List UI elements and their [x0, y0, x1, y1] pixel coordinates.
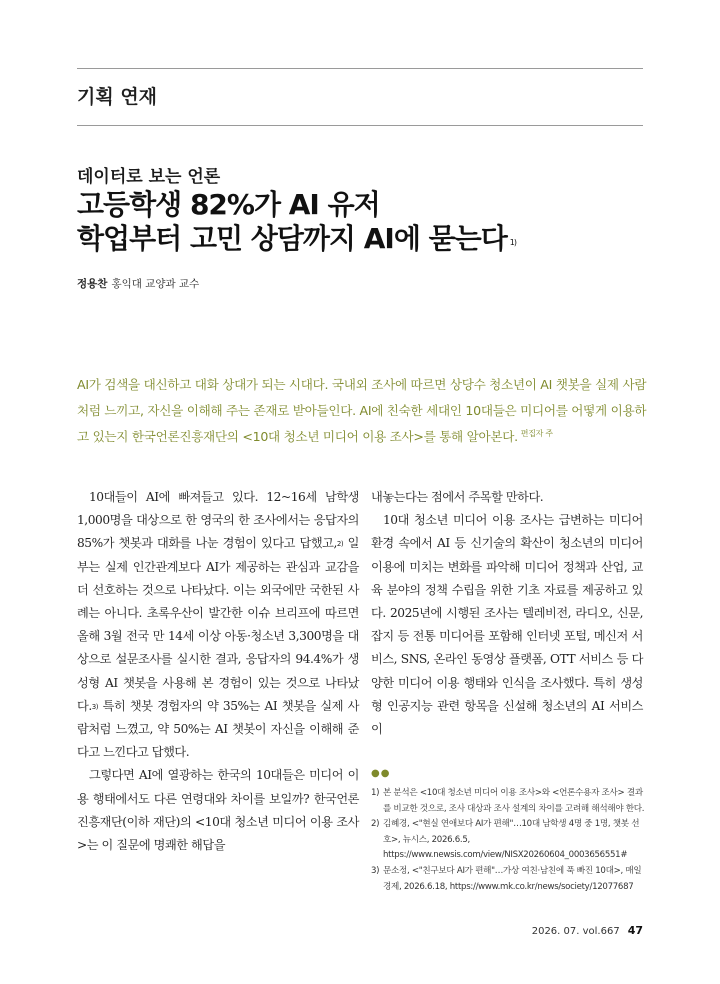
- footnote-item: [371, 786, 647, 817]
- body-column-left: [77, 486, 359, 857]
- footnote-item: [371, 817, 647, 864]
- body-column-right: [371, 486, 643, 741]
- body-text: 특히 챗봇 경험자의 약 35%는 AI 챗봇을 실제 사람처럼 느꼈고, 약 50%는 AI 챗봇이 자신을 이해해 준다고 느낀다고 답했다.: [77, 698, 359, 760]
- title-line-2-text: 학업부터 고민 상담까지 AI에 묻는다: [77, 222, 507, 255]
- editor-note: 편집자 주: [520, 429, 553, 438]
- author-affiliation: 홍익대 교양과 교수: [111, 278, 200, 290]
- title-footnote-ref[interactable]: 1): [509, 238, 516, 247]
- footnotes: [371, 786, 647, 895]
- body-text: 10대들이 AI에 빠져들고 있다. 12~16세 남학생 1,000명을 대상으로 한 영국의 한 조사에서는 응답자의 85%가 챗봇과 대화를 나눈 경험이 있다고 답했고,: [77, 490, 359, 551]
- top-rule: [77, 68, 643, 69]
- footnote-number: 1): [371, 788, 380, 798]
- body-paragraph: 10대 청소년 미디어 이용 조사는 급변하는 미디어 환경 속에서 AI 등 신기술의 확산이 청소년의 미디어 이용에 미치는 변화를 파악해 미디어 정책과 산업, 교육 분야의 정책 수립을 위한 기초 자료를 제공하고 있다. 2025년에 시행된 조사는 텔레비전, 라디오, 신문, 잡지 등 전통 미디어를 포함해 인터넷 포털, 메신저 서비스, SNS, 온라인 동영상 플랫폼, OTT 서비스 등 다양한 미디어 이용 행태와 인식을 조사했다. 특히 생성형 인공지능 관련 항목을 신설해 청소년의 AI 서비스 이: [371, 513, 643, 737]
- footnote-text[interactable]: 김혜경, <"현실 연애보다 AI가 편해"…10대 남학생 4명 중 1명, 챗봇 선호>, 뉴시스, 2026.6.5, https://www.newsis.com/view/NISX20260604_0003656551#: [383, 819, 640, 861]
- lead-text: AI가 검색을 대신하고 대화 상대가 되는 시대다. 국내외 조사에 따르면 상당수 청소년이 AI 챗봇을 실제 사람처럼 느끼고, 자신을 이해해 주는 존재로 받아들인다. AI에 친숙한 세대인 10대들은 미디어를 어떻게 이용하고 있는지 한국언론진흥재단의 <10대 청소년 미디어 이용 조사>를 통해 알아본다.: [77, 377, 647, 444]
- page-number: 47: [627, 924, 643, 937]
- footnote-marker: ●●: [371, 768, 391, 779]
- article-title: [77, 188, 516, 256]
- footnote-number: 3): [371, 865, 380, 876]
- footnote-item: [371, 864, 647, 895]
- series-kicker: 데이터로 보는 언론: [77, 167, 221, 187]
- footnote-ref-2[interactable]: 2): [336, 540, 344, 549]
- section-label: 기획 연재: [77, 86, 158, 108]
- page-footer: [532, 924, 643, 937]
- issue-info: 2026. 07. vol.667: [531, 926, 620, 937]
- title-line-1: 고등학생 82%가 AI 유저: [77, 188, 380, 221]
- byline: [77, 276, 199, 291]
- footnote-number: 2): [371, 819, 380, 830]
- title-line-2: [77, 222, 516, 256]
- footnote-text: 본 분석은 <10대 청소년 미디어 이용 조사>와 <언론수용자 조사> 결과를 비교한 것으로, 조사 대상과 조사 설계의 차이를 고려해 해석해야 한다.: [383, 788, 645, 814]
- body-paragraph: 그렇다면 AI에 열광하는 한국의 10대들은 미디어 이용 행태에서도 다른 연령대와 차이를 보일까? 한국언론진흥재단(이하 재단)의 <10대 청소년 미디어 이용 조사>는 이 질문에 명쾌한 해답을: [77, 768, 359, 853]
- lead-paragraph: [77, 372, 647, 450]
- section-rule: [77, 125, 643, 126]
- body-paragraph: [77, 486, 359, 764]
- footnote-ref-3[interactable]: 3): [91, 702, 99, 711]
- footnote-text[interactable]: 문소정, <"친구보다 AI가 편해"…가상 여친·남친에 푹 빠진 10대>, 매일경제, 2026.6.18, https://www.mk.co.kr/news/society/12077687: [383, 865, 642, 892]
- author-name: 정용찬: [77, 278, 108, 290]
- body-text: 일부는 실제 인간관계보다 AI가 제공하는 관심과 교감을 더 선호하는 것으로 나타났다. 이는 외국에만 국한된 사례는 아니다. 초록우산이 발간한 이슈 브리프에 따르면 올해 3월 전국 만 14세 이상 아동·청소년 3,300명을 대상으로 설문조사를 실시한 결과, 응답자의 94.4%가 생성형 AI 챗봇을 사용해 본 경험이 있는 것으로 나타났다.: [77, 536, 359, 713]
- body-paragraph: 내놓는다는 점에서 주목할 만하다.: [371, 490, 544, 504]
